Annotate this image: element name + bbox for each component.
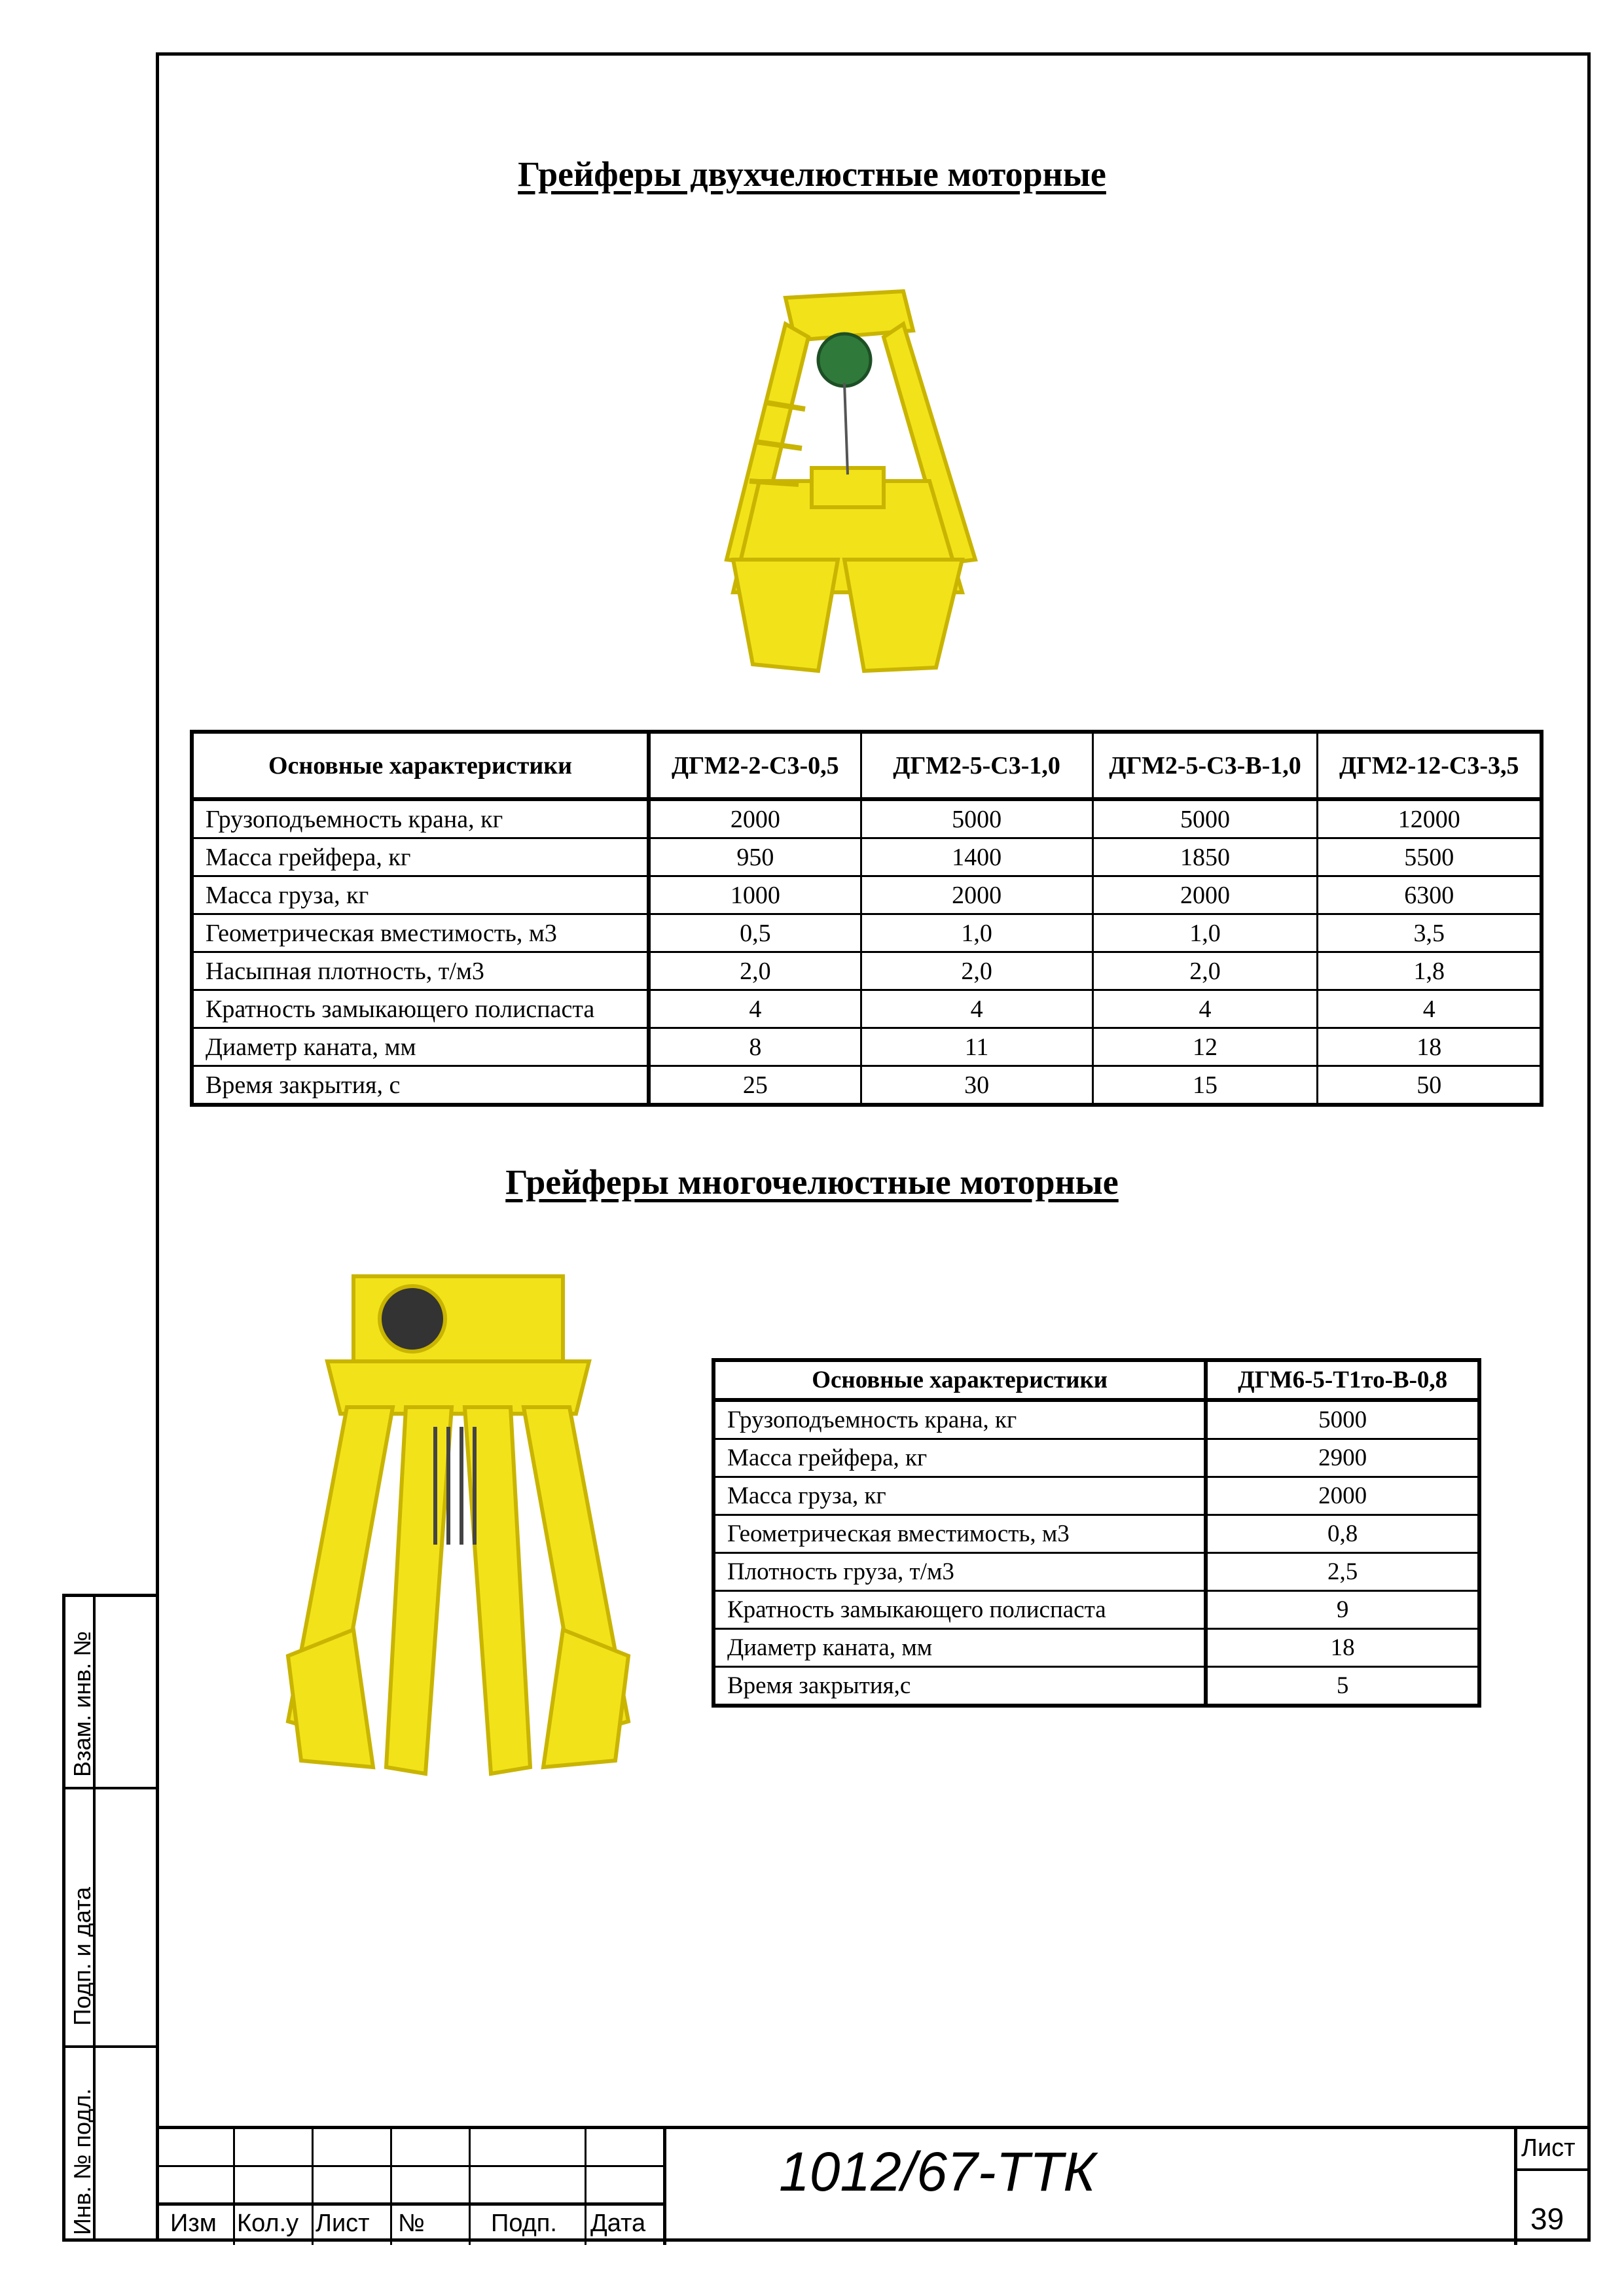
cell-value: 5000 [861, 799, 1092, 838]
table-row [713, 1477, 1479, 1515]
cell-value: 4 [861, 990, 1092, 1028]
row-label: Масса грейфера, кг [713, 1439, 1206, 1477]
table-row [713, 1515, 1479, 1553]
stamp-izm: Изм [170, 2210, 217, 2237]
cell-value: 25 [649, 1066, 861, 1105]
row-label: Плотность груза, т/м3 [713, 1553, 1206, 1591]
table-row [192, 952, 1542, 990]
cell-value: 12000 [1318, 799, 1542, 838]
cell-value: 1400 [861, 838, 1092, 876]
row-label: Грузоподъемность крана, кг [713, 1400, 1206, 1439]
section-title-two-jaw: Грейферы двухчелюстные моторные [518, 154, 1106, 194]
table-row [713, 1591, 1479, 1629]
cell-value: 5500 [1318, 838, 1542, 876]
row-label: Масса груза, кг [192, 876, 649, 914]
table-row [192, 1028, 1542, 1066]
cell-value: 1,0 [1092, 914, 1318, 952]
cell-value: 5000 [1206, 1400, 1479, 1439]
cell-value: 11 [861, 1028, 1092, 1066]
cell-value: 950 [649, 838, 861, 876]
multi-jaw-spec-table [712, 1358, 1481, 1708]
cell-value: 30 [861, 1066, 1092, 1105]
cell-value: 5000 [1092, 799, 1318, 838]
stamp-sheet-label: Лист [1521, 2134, 1576, 2162]
side-label-podp: Подп. и дата [69, 1886, 96, 2026]
cell-value: 2,0 [861, 952, 1092, 990]
table-row [192, 914, 1542, 952]
cell-value: 1,0 [861, 914, 1092, 952]
cell-value: 2,5 [1206, 1553, 1479, 1591]
cell-value: 12 [1092, 1028, 1318, 1066]
two-jaw-spec-table [190, 730, 1543, 1107]
side-label-vzam: Взам. инв. № [69, 1630, 96, 1777]
row-label: Масса груза, кг [713, 1477, 1206, 1515]
row-label: Масса грейфера, кг [192, 838, 649, 876]
header-characteristics: Основные характеристики [192, 732, 649, 799]
cell-value: 4 [1318, 990, 1542, 1028]
stamp-data: Дата [590, 2210, 646, 2237]
row-label: Кратность замыкающего полиспаста [192, 990, 649, 1028]
stamp-podp: Подп. [491, 2210, 557, 2237]
cell-value: 9 [1206, 1591, 1479, 1629]
cell-value: 1000 [649, 876, 861, 914]
cell-value: 2000 [1206, 1477, 1479, 1515]
cell-value: 5 [1206, 1667, 1479, 1706]
row-label: Геометрическая вместимость, м3 [713, 1515, 1206, 1553]
table-row [713, 1667, 1479, 1706]
two-jaw-grab-image [687, 285, 995, 691]
cell-value: 2000 [1092, 876, 1318, 914]
row-label: Насыпная плотность, т/м3 [192, 952, 649, 990]
table-row [192, 876, 1542, 914]
row-label: Кратность замыкающего полиспаста [713, 1591, 1206, 1629]
cell-value: 4 [1092, 990, 1318, 1028]
row-label: Геометрическая вместимость, м3 [192, 914, 649, 952]
cell-value: 2000 [861, 876, 1092, 914]
cell-value: 2000 [649, 799, 861, 838]
table-row [192, 1066, 1542, 1105]
header-characteristics: Основные характеристики [713, 1360, 1206, 1400]
cell-value: 0,5 [649, 914, 861, 952]
row-label: Диаметр каната, мм [192, 1028, 649, 1066]
stamp-list: Лист [316, 2210, 370, 2237]
cell-value: 1850 [1092, 838, 1318, 876]
multi-jaw-grab-image [262, 1263, 655, 1793]
table-row [192, 799, 1542, 838]
cell-value: 18 [1318, 1028, 1542, 1066]
cell-value: 8 [649, 1028, 861, 1066]
stamp-sheet-number: 39 [1530, 2202, 1564, 2236]
table-row [713, 1629, 1479, 1667]
stamp-kolu: Кол.у [237, 2210, 299, 2237]
row-label: Время закрытия, с [192, 1066, 649, 1105]
table-row [713, 1439, 1479, 1477]
document-code: 1012/67-ТТК [779, 2141, 1096, 2202]
cell-value: 4 [649, 990, 861, 1028]
row-label: Диаметр каната, мм [713, 1629, 1206, 1667]
header-model: ДГМ6-5-Т1то-В-0,8 [1206, 1360, 1479, 1400]
cell-value: 50 [1318, 1066, 1542, 1105]
cell-value: 2,0 [649, 952, 861, 990]
header-model: ДГМ2-12-С3-3,5 [1318, 732, 1542, 799]
cell-value: 1,8 [1318, 952, 1542, 990]
table-row [713, 1400, 1479, 1439]
cell-value: 6300 [1318, 876, 1542, 914]
side-stamp [62, 1594, 156, 2242]
cell-value: 15 [1092, 1066, 1318, 1105]
header-model: ДГМ2-5-С3-В-1,0 [1092, 732, 1318, 799]
header-model: ДГМ2-2-С3-0,5 [649, 732, 861, 799]
cell-value: 18 [1206, 1629, 1479, 1667]
cell-value: 2900 [1206, 1439, 1479, 1477]
row-label: Грузоподъемность крана, кг [192, 799, 649, 838]
cell-value: 2,0 [1092, 952, 1318, 990]
header-model: ДГМ2-5-С3-1,0 [861, 732, 1092, 799]
cell-value: 3,5 [1318, 914, 1542, 952]
table-row [713, 1553, 1479, 1591]
table-row [192, 838, 1542, 876]
row-label: Время закрытия,с [713, 1667, 1206, 1706]
cell-value: 0,8 [1206, 1515, 1479, 1553]
side-label-inv: Инв. № подл. [69, 2088, 96, 2235]
section-title-multi-jaw: Грейферы многочелюстные моторные [505, 1162, 1119, 1202]
stamp-num: № [398, 2210, 425, 2237]
table-row [192, 990, 1542, 1028]
